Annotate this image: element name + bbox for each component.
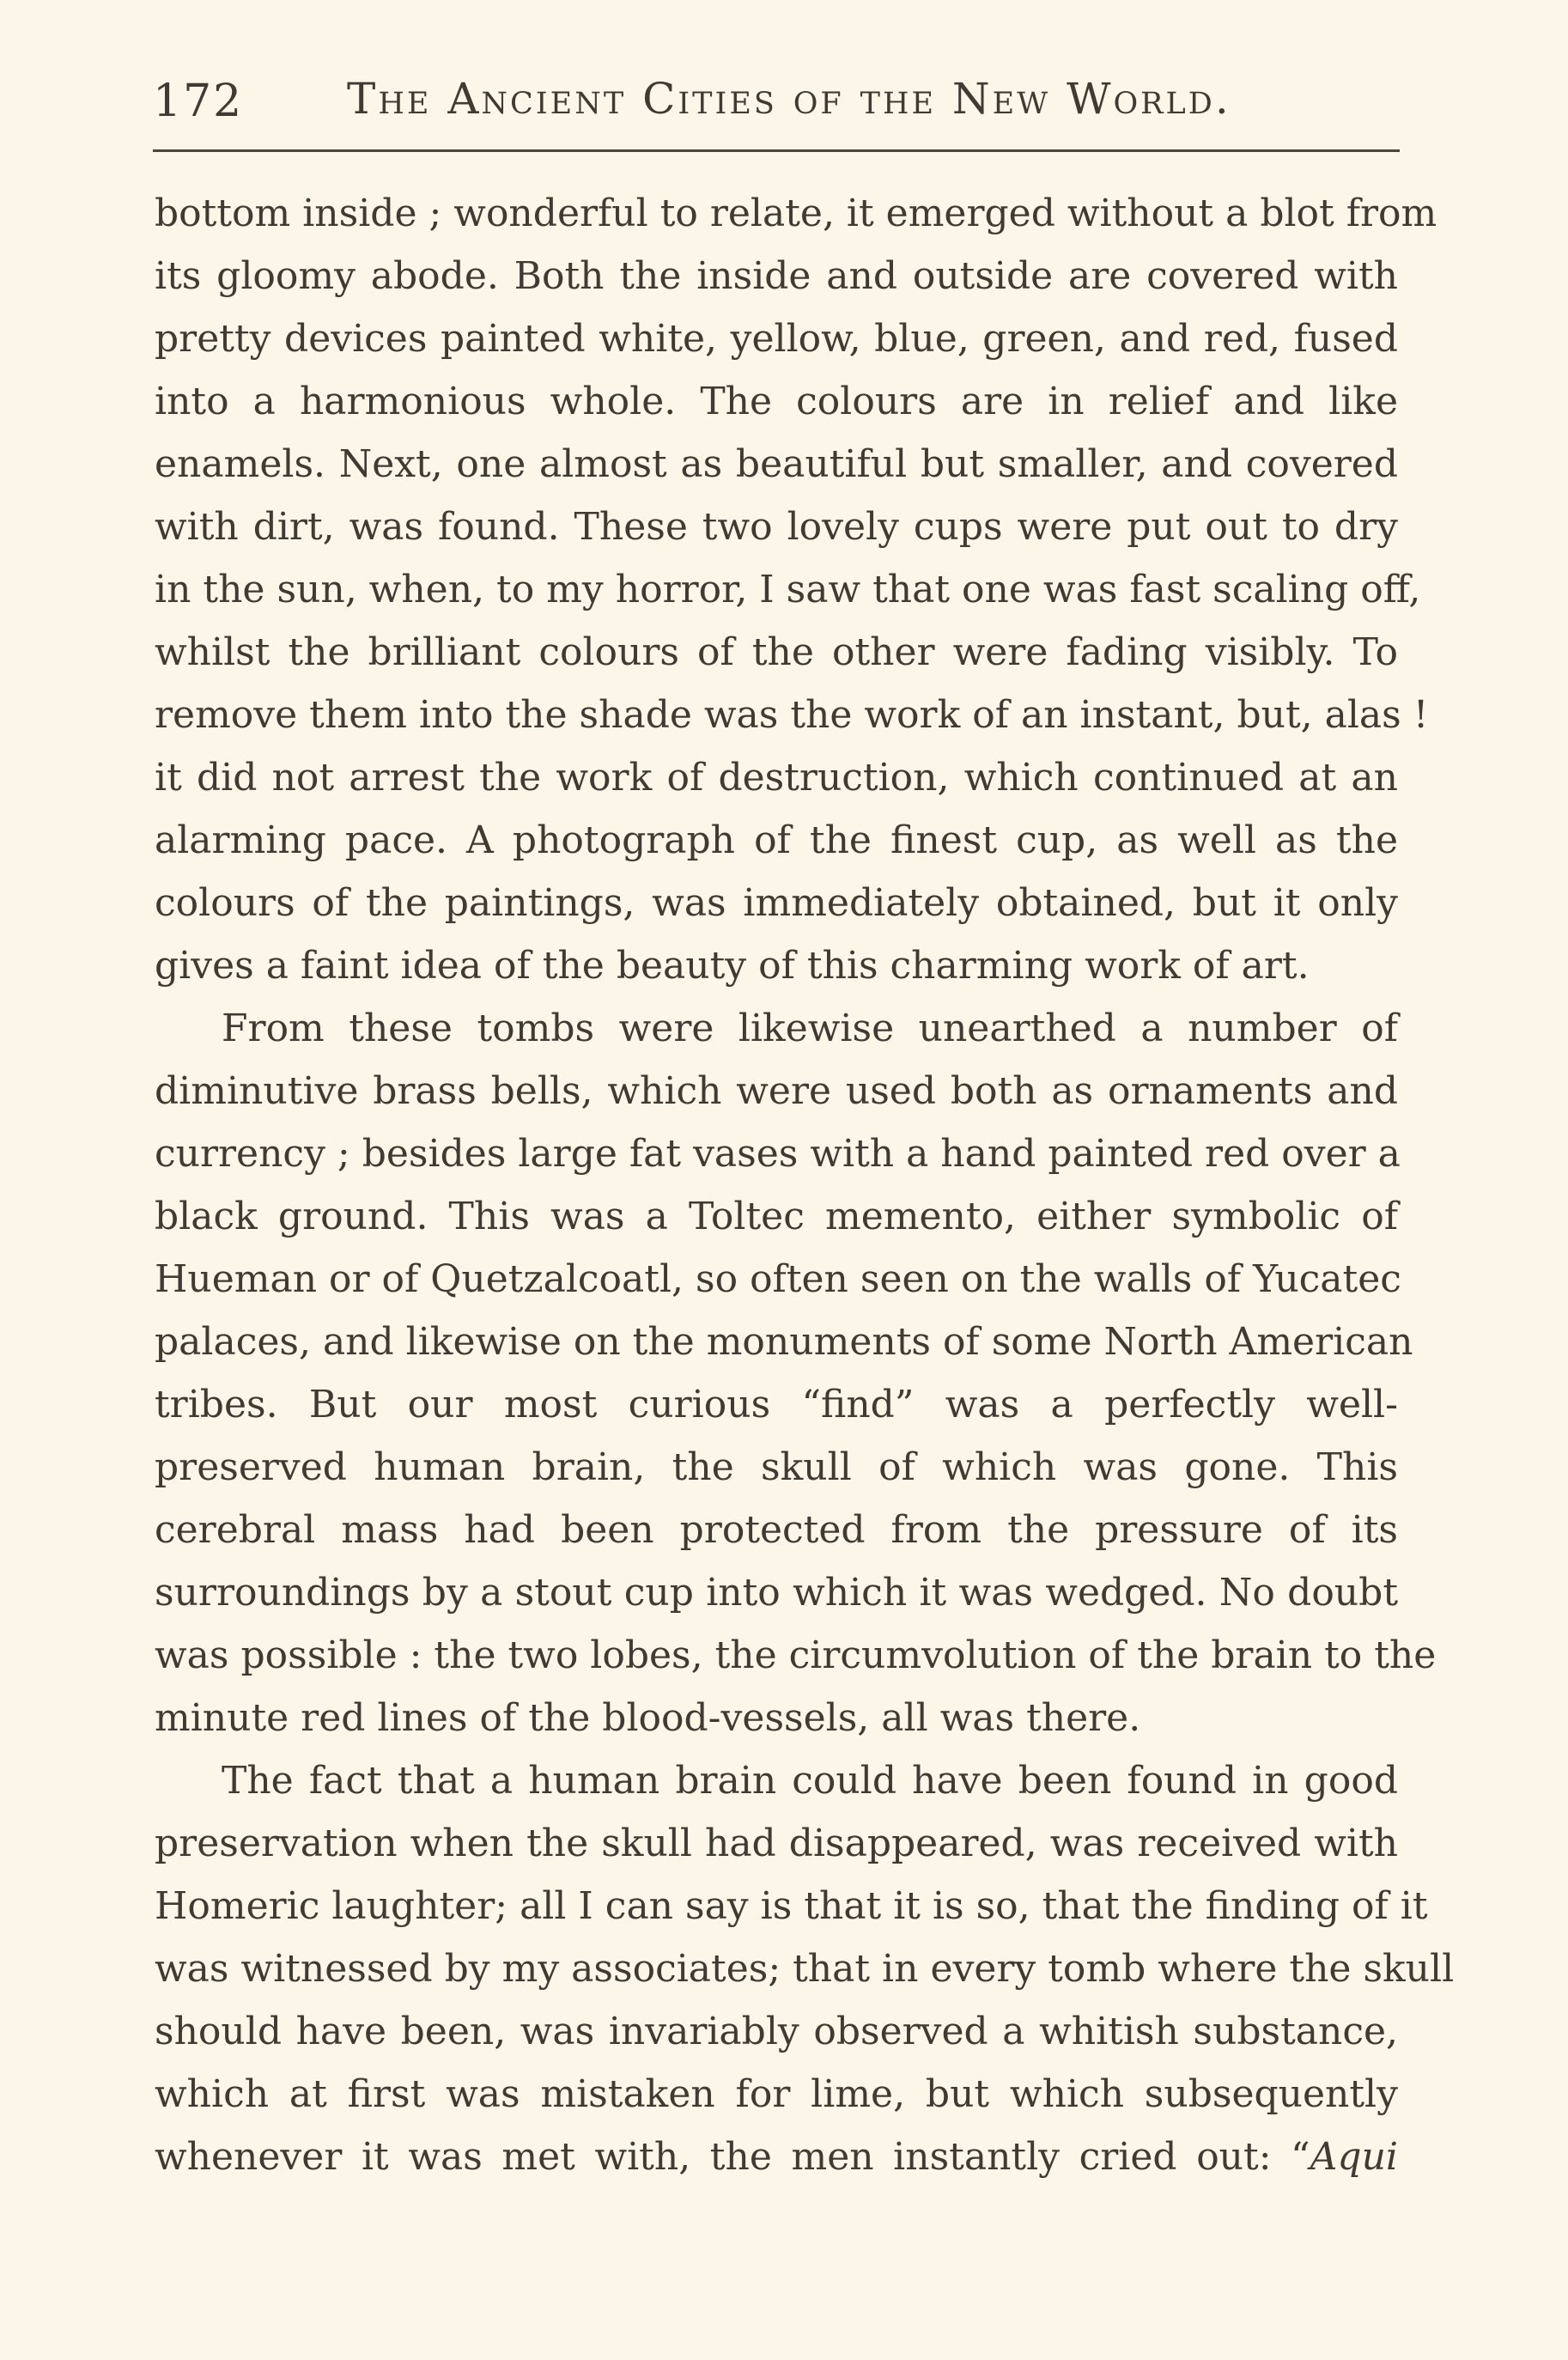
text-line: preservation when the skull had disappeared, was received with <box>155 1822 1398 1865</box>
text-line: tribes. But our most curious “find” was a perfectly well- <box>155 1383 1398 1426</box>
text-line: currency ; besides large fat vases with a hand painted red over a <box>155 1132 1401 1176</box>
text-line: surroundings by a stout cup into which it was wedged. No doubt <box>155 1571 1398 1615</box>
text-line: remove them into the shade was the work of an instant, but, alas ! <box>155 693 1429 737</box>
text-line: The fact that a human brain could have been found in good <box>222 1759 1398 1803</box>
text-line: with dirt, was found. These two lovely cups were put out to dry <box>155 505 1398 549</box>
text-line: Homeric laughter; all I can say is that it is so, that the finding of it <box>155 1884 1428 1928</box>
text-line: alarming pace. A photograph of the finest cup, as well as the <box>155 818 1398 862</box>
text-line: which at first was mistaken for lime, but which subsequently <box>155 2072 1398 2116</box>
running-head: The Ancient Cities of the New World. <box>347 74 1231 124</box>
text-line: preserved human brain, the skull of which was gone. This <box>155 1445 1398 1489</box>
text-line: palaces, and likewise on the monuments of some North American <box>155 1320 1413 1364</box>
text-line: whilst the brilliant colours of the other were fading visibly. To <box>155 630 1398 674</box>
text-line: was witnessed by my associates; that in every tomb where the skull <box>155 1947 1455 1991</box>
text-line: enamels. Next, one almost as beautiful but smaller, and covered <box>155 442 1398 486</box>
text-line: should have been, was invariably observed a whitish substance, <box>155 2010 1398 2053</box>
text-line: colours of the paintings, was immediately obtained, but it only <box>155 881 1398 925</box>
text-line: in the sun, when, to my horror, I saw that one was fast scaling off, <box>155 568 1421 611</box>
text-line: cerebral mass had been protected from the pressure of its <box>155 1508 1398 1552</box>
body-text <box>155 182 1455 2188</box>
text-line: into a harmonious whole. The colours are in relief and like <box>155 380 1398 423</box>
header-rule <box>153 149 1400 152</box>
text-line: bottom inside ; wonderful to relate, it emerged without a blot from <box>155 192 1437 235</box>
text-line: pretty devices painted white, yellow, blue, green, and red, fused <box>155 317 1398 361</box>
text-line: diminutive brass bells, which were used both as ornaments and <box>155 1069 1398 1113</box>
text-line: was possible : the two lobes, the circumvolution of the brain to the <box>155 1633 1437 1677</box>
italic-word: Aqui <box>1310 2135 1398 2179</box>
text-line-final-roman: whenever it was met with, the men instantly cried out: “ <box>155 2135 1310 2179</box>
text-line: Hueman or of Quetzalcoatl, so often seen on the walls of Yucatec <box>155 1257 1401 1301</box>
page-number: 172 <box>153 76 244 127</box>
text-line: From these tombs were likewise unearthed a number of <box>222 1007 1398 1050</box>
text-line: its gloomy abode. Both the inside and outside are covered with <box>155 254 1398 298</box>
text-line: it did not arrest the work of destruction, which continued at an <box>155 756 1398 800</box>
text-line: minute red lines of the blood-vessels, all was there. <box>155 1696 1141 1740</box>
text-line: black ground. This was a Toltec memento, either symbolic of <box>155 1195 1398 1238</box>
text-line: gives a faint idea of the beauty of this charming work of art. <box>155 944 1310 988</box>
text-line-final <box>155 2126 1398 2188</box>
